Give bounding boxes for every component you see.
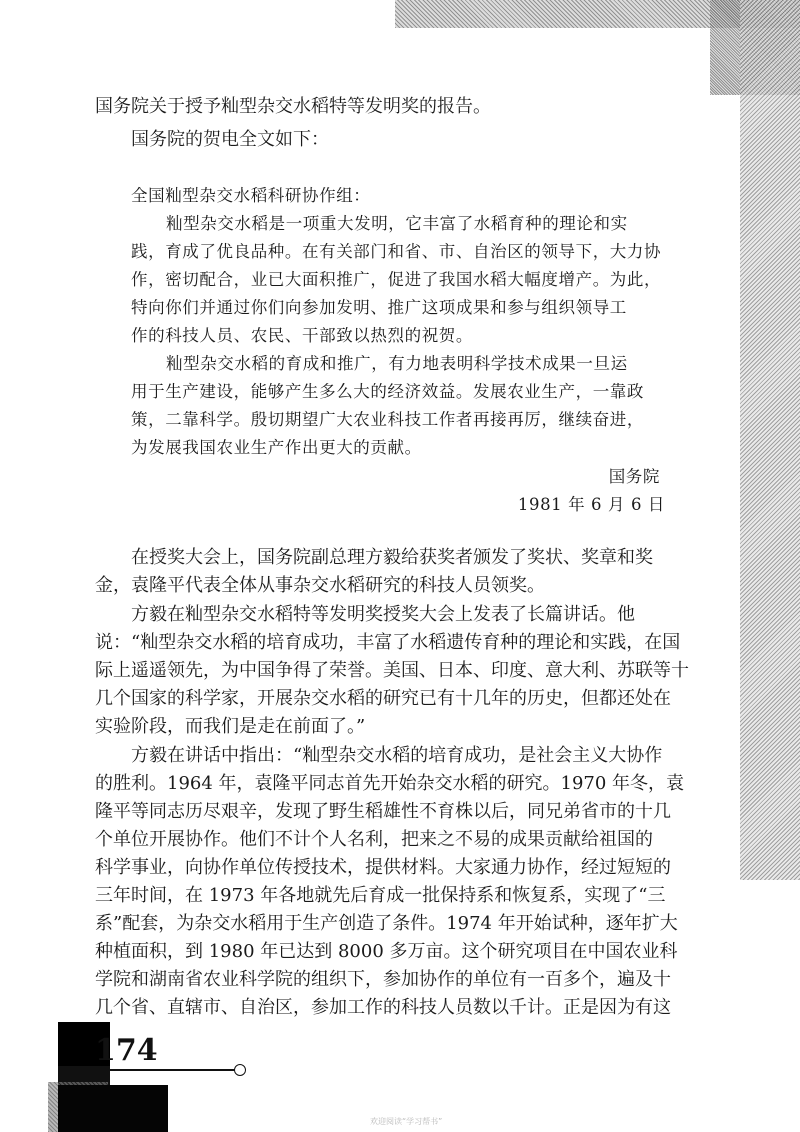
paragraph-line: 个单位开展协作。他们不计个人名利，把来之不易的成果贡献给祖国的 [95,829,653,850]
paragraph-line: 在授奖大会上，国务院副总理方毅给获奖者颁发了奖状、奖章和奖 [131,547,653,568]
paragraph-line: 方毅在籼型杂交水稻特等发明奖授奖大会上发表了长篇讲话。他 [131,604,635,625]
intro-line: 国务院的贺电全文如下： [131,129,329,150]
footer-rule [95,1069,235,1071]
telegram-line: 籼型杂交水稻是一项重大发明，它丰富了水稻育种的理论和实 [166,214,628,233]
paragraph-line: 方毅在讲话中指出：“籼型杂交水稻的培育成功，是社会主义大协作 [131,745,663,766]
telegram-line: 用于生产建设，能够产生多么大的经济效益。发展农业生产，一靠政 [131,382,644,401]
paragraph-line: 系”配套，为杂交水稻用于生产创造了条件。1974 年开始试种，逐年扩大 [95,913,678,934]
footer-decoration-bar [58,1085,168,1132]
telegram-salutation: 全国籼型杂交水稻科研协作组： [131,186,371,205]
paragraph-line: 三年时间，在 1973 年各地就先后育成一批保持系和恢复系，实现了“三 [95,885,666,906]
telegram-signature: 国务院 [608,467,660,486]
scan-shadow-right [740,0,800,880]
telegram-line: 作，密切配合，业已大面积推广，促进了我国水稻大幅度增产。为此， [131,270,662,289]
footer-rule-end-circle [234,1064,246,1076]
paragraph-line: 几个国家的科学家，开展杂交水稻的研究已有十几年的历史，但都还处在 [95,688,671,709]
watermark: 欢迎阅读“学习帮书” [370,1117,443,1126]
paragraph-line: 种植面积，到 1980 年已达到 8000 多万亩。这个研究项目在中国农业科 [95,941,678,962]
intro-line: 国务院关于授予籼型杂交水稻特等发明奖的报告。 [95,96,491,117]
telegram-line: 策，二靠科学。殷切期望广大农业科技工作者再接再厉，继续奋进， [131,410,644,429]
paragraph-line: 几个省、直辖市、自治区，参加工作的科技人员数以千计。正是因为有这 [95,997,671,1018]
paragraph-line: 际上遥遥领先，为中国争得了荣誉。美国、日本、印度、意大利、苏联等十 [95,660,689,681]
paragraph-line: 隆平等同志历尽艰辛，发现了野生稻雄性不育株以后，同兄弟省市的十几 [95,801,671,822]
telegram-date: 1981 年 6 月 6 日 [517,495,665,514]
telegram-line: 特向你们并通过你们向参加发明、推广这项成果和参与组织领导工 [131,298,627,317]
telegram-line: 作的科技人员、农民、干部致以热烈的祝贺。 [131,326,473,345]
paragraph-line: 学院和湖南省农业科学院的组织下，参加协作的单位有一百多个，遍及十 [95,969,671,990]
paragraph-line: 说：“籼型杂交水稻的培育成功，丰富了水稻遗传育种的理论和实践，在国 [95,632,681,653]
paragraph-line: 科学事业，向协作单位传授技术，提供材料。大家通力协作，经过短短的 [95,857,671,878]
telegram-line: 为发展我国农业生产作出更大的贡献。 [131,438,422,457]
telegram-line: 籼型杂交水稻的育成和推广，有力地表明科学技术成果一旦运 [166,354,628,373]
paragraph-line: 实验阶段，而我们是走在前面了。” [95,716,366,737]
paragraph-line: 金，袁隆平代表全体从事杂交水稻研究的科技人员领奖。 [95,575,545,596]
telegram-line: 践，育成了优良品种。在有关部门和省、市、自治区的领导下，大力协 [131,242,662,261]
page-number: 174 [95,1033,158,1068]
paragraph-line: 的胜利。1964 年，袁隆平同志首先开始杂交水稻的研究。1970 年冬，袁 [95,773,685,794]
